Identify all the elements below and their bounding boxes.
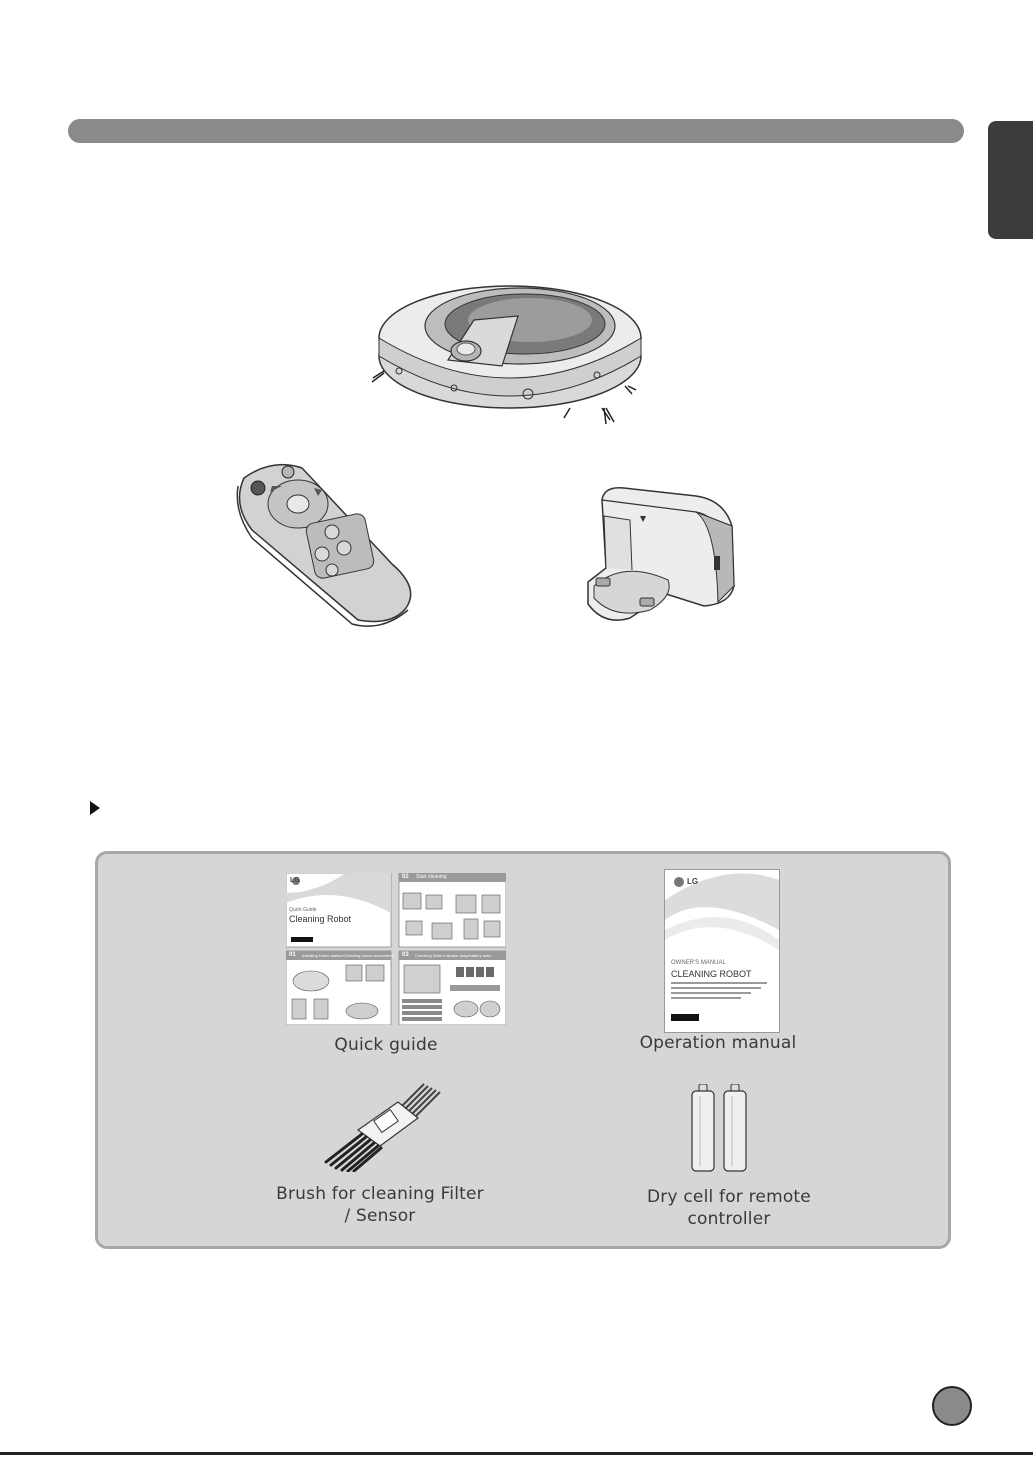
language-side-tab xyxy=(988,121,1033,239)
quick-guide-panel-number-01: 01 xyxy=(289,952,296,958)
page-number-marker xyxy=(932,1386,972,1426)
operation-manual-doc-label: OWNER'S MANUAL xyxy=(671,960,726,966)
brush-caption-line1: Brush for cleaning Filter xyxy=(276,1184,484,1204)
quick-guide-panel-title-03: Checking State Indicator lamp/battery lamp xyxy=(415,953,492,958)
quick-guide-cover-title: Cleaning Robot xyxy=(289,914,352,924)
brush-caption-line2: / Sensor xyxy=(344,1206,416,1226)
quick-guide-caption: Quick guide xyxy=(334,1035,438,1055)
quick-guide-cover-subtitle: Quick Guide xyxy=(289,907,317,913)
quick-guide-panel-number-03: 03 xyxy=(402,952,409,958)
quick-guide-panel-number-02: 02 xyxy=(402,874,409,880)
quick-guide-brand: LG xyxy=(290,877,300,884)
home-station-image xyxy=(584,486,740,624)
operation-manual-caption: Operation manual xyxy=(639,1033,797,1053)
operation-manual-doc-title: CLEANING ROBOT xyxy=(671,969,752,979)
page-bottom-rule xyxy=(0,1452,1033,1455)
triangle-right-icon xyxy=(90,801,100,815)
operation-manual-brand: LG xyxy=(687,877,699,886)
cleaning-robot-image xyxy=(370,268,660,426)
brush-caption xyxy=(268,1183,492,1227)
operation-manual-image xyxy=(664,869,780,1033)
dry-cell-image xyxy=(688,1084,754,1176)
quick-guide-image xyxy=(286,873,506,1025)
section-header-bar xyxy=(68,119,964,143)
remote-controller-image xyxy=(232,460,418,628)
quick-guide-panel-title-01: Installing Home station/Checking power and battery xyxy=(302,953,394,958)
brush-image xyxy=(318,1080,448,1172)
quick-guide-panel-title-02: Start cleaning xyxy=(416,874,447,880)
dry-cell-caption: Dry cell for remote controller xyxy=(647,1187,811,1229)
